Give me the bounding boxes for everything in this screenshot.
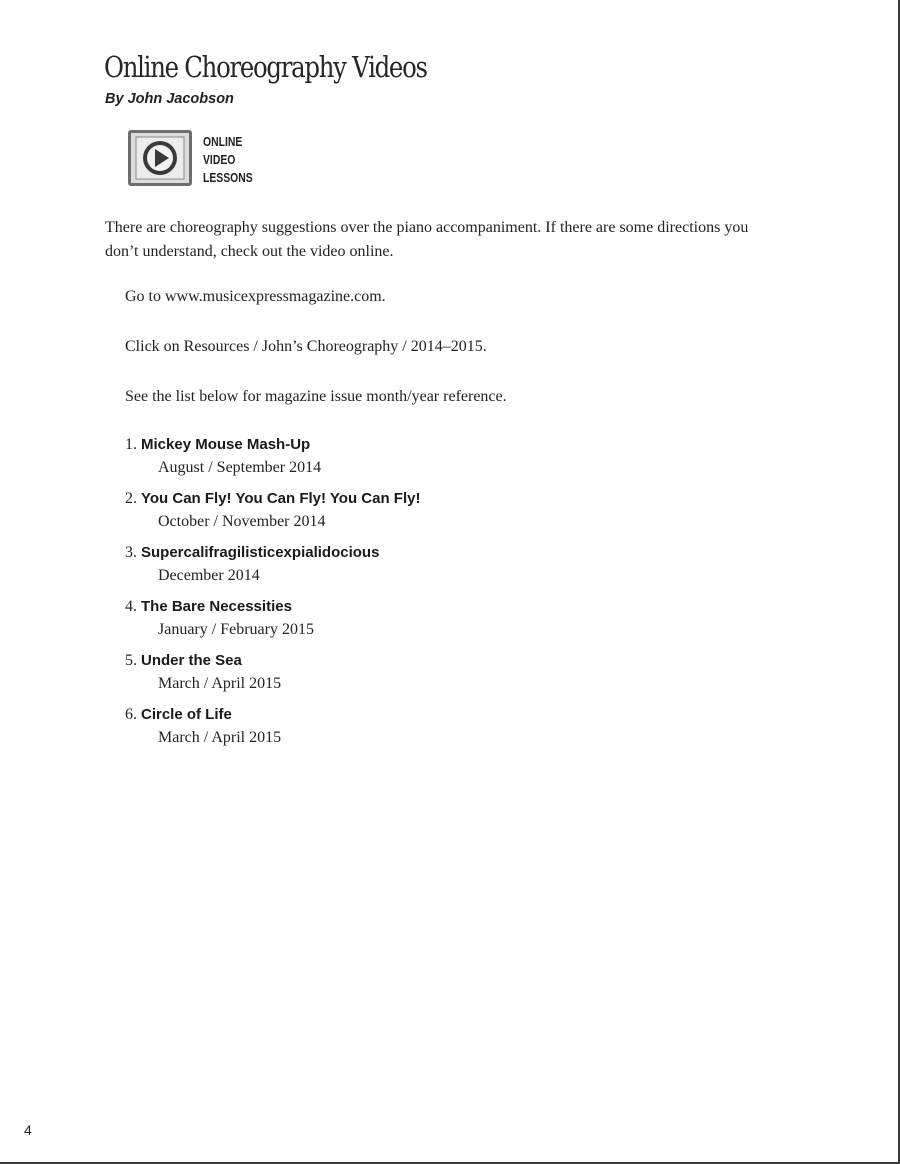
song-issue-date: March / April 2015 [158,675,282,692]
song-number: 6. [125,706,137,723]
song-number: 4. [125,598,137,615]
instruction-step: Go to www.musicexpressmagazine.com. [125,288,386,305]
online-video-lessons-badge [128,130,278,190]
song-list [125,433,420,757]
video-lessons-label [203,133,253,187]
song-number: 5. [125,652,137,669]
song-title: The Bare Necessities [141,598,292,615]
instruction-step: See the list below for magazine issue month/year reference. [125,388,507,405]
author-byline: By John Jacobson [105,91,234,107]
list-item [125,703,420,757]
intro-paragraph: There are choreography suggestions over the piano accompaniment. If there are some directions you don’t understand, check out the video online. [105,219,749,260]
song-issue-date: January / February 2015 [158,621,314,638]
song-title: Under the Sea [141,652,242,669]
page-title: Online Choreography Videos [104,50,427,84]
video-label-line: LESSONS [203,170,253,185]
list-item [125,487,420,541]
song-title: Supercalifragilisticexpialidocious [141,544,380,561]
video-label-line: VIDEO [203,152,236,167]
list-item [125,595,420,649]
song-issue-date: October / November 2014 [158,513,326,530]
play-icon [128,130,192,186]
page-number: 4 [24,1122,32,1138]
instruction-step: Click on Resources / John’s Choreography / 2014–2015. [125,338,487,355]
song-issue-date: December 2014 [158,567,260,584]
song-issue-date: August / September 2014 [158,459,322,476]
list-item [125,433,420,487]
song-title: Mickey Mouse Mash-Up [141,436,311,453]
song-issue-date: March / April 2015 [158,729,282,746]
song-number: 2. [125,490,137,507]
list-item [125,649,420,703]
song-title: You Can Fly! You Can Fly! You Can Fly! [141,490,421,507]
list-item [125,541,420,595]
song-title: Circle of Life [141,706,232,723]
song-number: 1. [125,436,137,453]
video-label-line: ONLINE [203,134,243,149]
song-number: 3. [125,544,137,561]
